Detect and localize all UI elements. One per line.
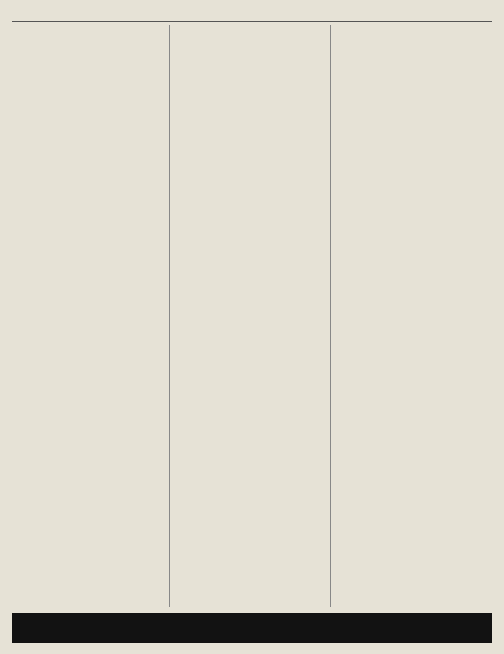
directory-column-3 xyxy=(334,25,490,607)
running-head xyxy=(0,9,504,19)
column-divider xyxy=(330,25,331,607)
header-rule xyxy=(12,21,492,22)
column-divider xyxy=(169,25,170,607)
directory-column-1 xyxy=(12,25,168,607)
directory-column-2 xyxy=(173,25,329,607)
advertisement-banner xyxy=(12,613,492,643)
